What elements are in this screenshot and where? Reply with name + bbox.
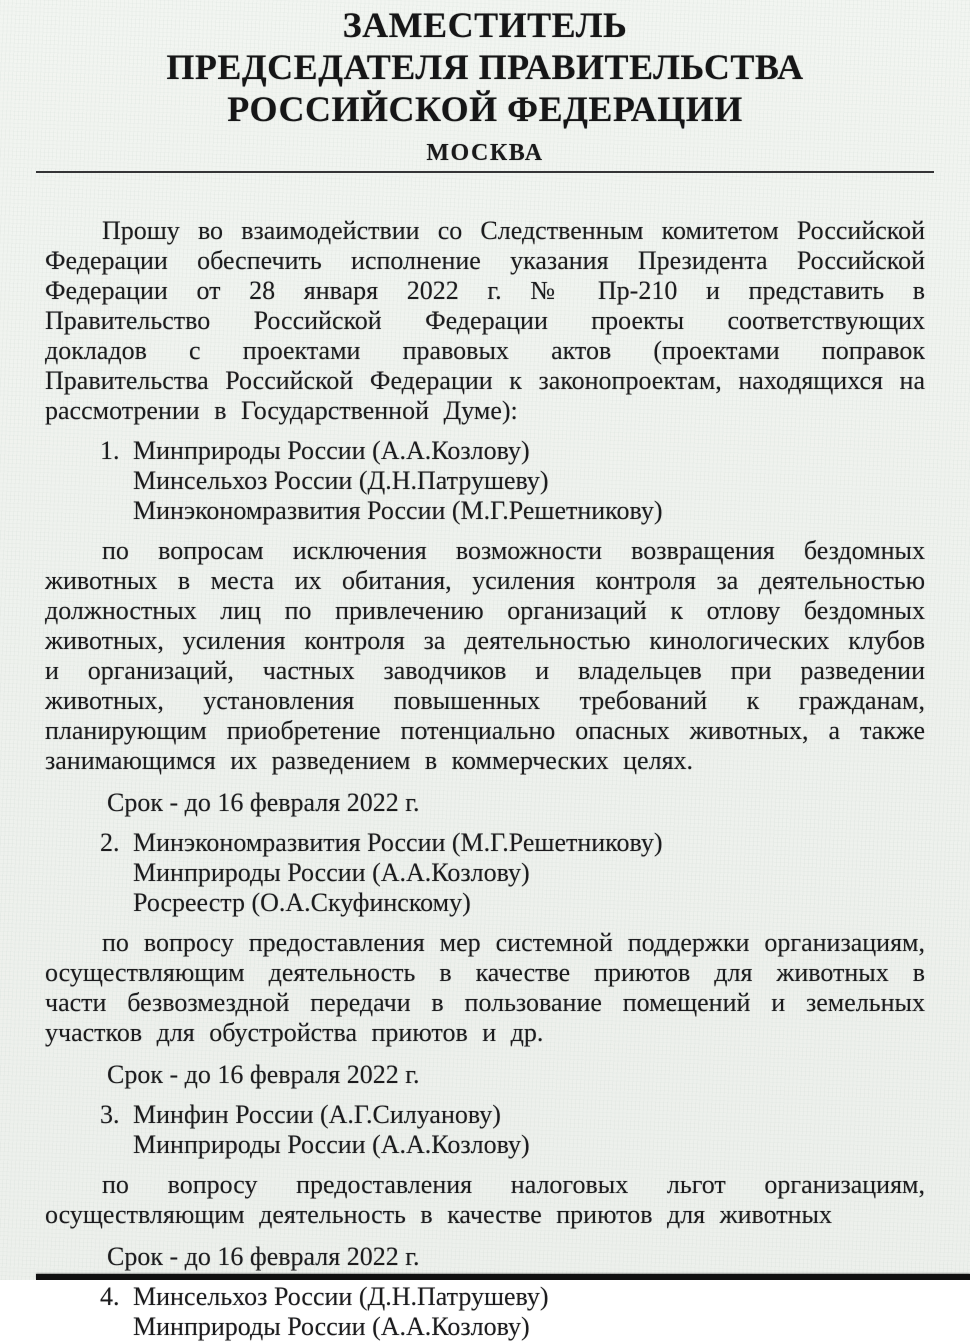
addressee: Минприроды России (А.А.Козлову) (133, 436, 530, 465)
addressee-line (45, 1282, 925, 1312)
letterhead-title-line-1: ЗАМЕСТИТЕЛЬ (342, 5, 628, 45)
letterhead-title-line-2: ПРЕДСЕДАТЕЛЯ ПРАВИТЕЛЬСТВА (166, 47, 804, 87)
addressee: Минсельхоз России (Д.Н.Патрушеву) (133, 1282, 549, 1311)
addressee-line: Минприроды России (А.А.Козлову) (133, 1312, 530, 1341)
addressee-line: Минэкономразвития России (М.Г.Решетникову) (133, 496, 663, 525)
addressee-line: Минприроды России (А.А.Козлову) (133, 1130, 530, 1159)
item-number: 1. (100, 436, 120, 465)
assignment-2-addressees (45, 828, 925, 918)
addressee-line: Минприроды России (А.А.Козлову) (133, 858, 530, 887)
assignment-1-deadline: Срок - до 16 февраля 2022 г. (107, 788, 420, 817)
addressee-line (45, 1100, 925, 1130)
item-number: 4. (100, 1282, 120, 1311)
addressee-line: Минсельхоз России (Д.Н.Патрушеву) (133, 466, 549, 495)
assignment-3-deadline: Срок - до 16 февраля 2022 г. (107, 1242, 420, 1271)
addressee-line: Росреестр (О.А.Скуфинскому) (133, 888, 471, 917)
assignment-4-addressees (45, 1282, 925, 1342)
assignment-2-deadline: Срок - до 16 февраля 2022 г. (107, 1060, 420, 1089)
intro-paragraph: Прошу во взаимодействии со Следственным комитетом Российской Федерации обеспечить исполнение указания Президента Российской Федерации от 28 января 2022 г. № Пр-210 и представить в Правительство Российской Федерации проекты соответствующих докладов с проектами правовых актов (проектами поправок Правительства Российской Федерации к законопроектам, находящихся на рассмотрении в Государственной Думе): (45, 216, 925, 425)
assignment-1-subject: по вопросам исключения возможности возвращения бездомных животных в места их обитания, усиления контроля за деятельностью должностных лиц по привлечению организаций к отлову бездомных животных, усиления контроля за деятельностью кинологических клубов и организаций, частных заводчиков и владельцев при разведении животных, установления повышенных требований к гражданам, планирующим приобретение потенциально опасных животных, а также занимающимся их разведением в коммерческих целях. (45, 536, 925, 775)
addressee: Минэкономразвития России (М.Г.Решетникову) (133, 828, 663, 857)
assignment-1-addressees (45, 436, 925, 526)
addressee: Минфин России (А.Г.Силуанову) (133, 1100, 501, 1129)
letterhead-title-line-3: РОССИЙСКОЙ ФЕДЕРАЦИИ (227, 89, 743, 129)
assignment-3-subject: по вопросу предоставления налоговых льгот организациям, осуществляющим деятельность в качестве приютов для животных (45, 1170, 925, 1229)
letterhead (45, 4, 925, 165)
addressee-line (45, 436, 925, 466)
letterhead-city: МОСКВА (426, 140, 544, 166)
letterhead-divider (36, 171, 934, 173)
item-number: 3. (100, 1100, 120, 1129)
photo-artifact-bar (36, 1274, 970, 1280)
item-number: 2. (100, 828, 120, 857)
assignment-2-subject: по вопросу предоставления мер системной поддержки организациям, осуществляющим деятельность в качестве приютов для животных в части безвозмездной передачи в пользование помещений и земельных участков для обустройства приютов и др. (45, 928, 925, 1047)
addressee-line (45, 828, 925, 858)
assignment-3-addressees (45, 1100, 925, 1160)
